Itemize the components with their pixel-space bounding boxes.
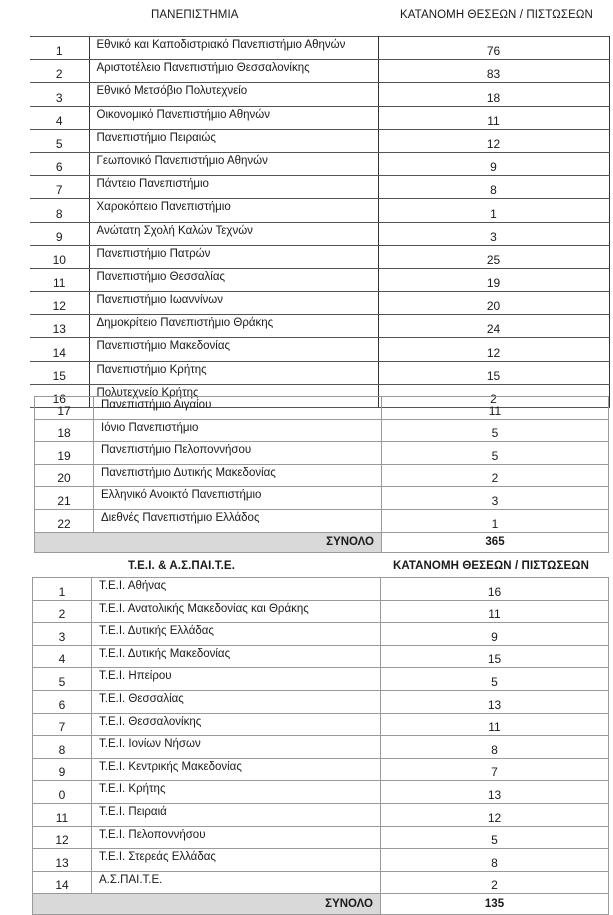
tei-total-label: ΣΥΝΟΛΟ [33, 894, 381, 915]
institution-name: Πολυτεχνείο Κρήτης [89, 384, 378, 407]
allocation-value: 2 [382, 464, 609, 487]
row-number: 7 [30, 176, 89, 199]
table-row [35, 419, 609, 442]
allocation-value: 8 [381, 849, 609, 872]
allocation-value: 11 [381, 713, 609, 736]
table-row [33, 736, 609, 759]
institution-name: Πανεπιστήμιο Δυτικής Μακεδονίας [94, 464, 382, 487]
table-row [33, 758, 609, 781]
allocation-value: 9 [381, 623, 609, 646]
institution-name: Τ.Ε.Ι. Ανατολικής Μακεδονίας και Θράκης [92, 600, 381, 623]
tei-table [32, 577, 609, 915]
institution-name: Τ.Ε.Ι. Πελοποννήσου [92, 826, 381, 849]
universities-total-value: 365 [382, 532, 609, 553]
row-number: 19 [35, 442, 94, 465]
table-row [33, 803, 609, 826]
allocation-value: 13 [381, 781, 609, 804]
row-number: 1 [33, 578, 92, 601]
allocation-value: 12 [381, 803, 609, 826]
allocation-value: 5 [382, 419, 609, 442]
institution-name: Δημοκρίτειο Πανεπιστήμιο Θράκης [89, 315, 378, 338]
institution-name: Τ.Ε.Ι. Θεσσαλονίκης [92, 713, 381, 736]
table-row [35, 397, 609, 420]
table-row [33, 623, 609, 646]
table-row [33, 713, 609, 736]
row-number: 16 [30, 384, 89, 407]
row-number: 17 [35, 397, 94, 420]
institution-name: Πανεπιστήμιο Πειραιώς [89, 129, 378, 152]
table-row [30, 222, 609, 245]
table-row [33, 781, 609, 804]
table-row [35, 487, 609, 510]
allocation-value: 3 [378, 222, 609, 245]
table-row [30, 315, 609, 338]
table-row [33, 871, 609, 894]
allocation-value: 8 [378, 176, 609, 199]
row-number: 9 [30, 222, 89, 245]
institution-name: Ιόνιο Πανεπιστήμιο [94, 419, 382, 442]
allocation-value: 13 [381, 690, 609, 713]
row-number: 7 [33, 713, 92, 736]
allocation-value: 5 [381, 826, 609, 849]
allocation-value: 20 [378, 292, 609, 315]
table-row [30, 199, 609, 222]
table-row [30, 83, 609, 106]
table-row [33, 600, 609, 623]
institution-name: Τ.Ε.Ι. Πειραιά [92, 803, 381, 826]
institution-name: Οικονομικό Πανεπιστήμιο Αθηνών [89, 106, 378, 129]
row-number: 0 [33, 781, 92, 804]
table-row [30, 37, 609, 60]
allocation-value: 83 [378, 60, 609, 83]
tei-total-row [33, 894, 609, 915]
tei-table-body [33, 578, 609, 894]
row-number: 2 [30, 60, 89, 83]
institution-name: Πάντειο Πανεπιστήμιο [89, 176, 378, 199]
row-number: 5 [33, 668, 92, 691]
universities-header-value: ΚΑΤΑΝΟΜΗ ΘΕΣΕΩΝ / ΠΙΣΤΩΣΕΩΝ [400, 9, 593, 21]
table-row [30, 268, 609, 291]
table-row [35, 509, 609, 532]
institution-name: Τ.Ε.Ι. Στερεάς Ελλάδας [92, 849, 381, 872]
allocation-value: 25 [378, 245, 609, 268]
table-row [30, 245, 609, 268]
universities-header-name: ΠΑΝΕΠΙΣΤΗΜΙΑ [151, 9, 239, 21]
table-row [30, 152, 609, 175]
row-number: 12 [30, 292, 89, 315]
row-number: 21 [35, 487, 94, 510]
universities-table-part2 [34, 396, 609, 553]
row-number: 2 [33, 600, 92, 623]
universities-table-body-2 [35, 397, 609, 533]
row-number: 18 [35, 419, 94, 442]
universities-total-label: ΣΥΝΟΛΟ [35, 532, 382, 553]
universities-total-row [35, 532, 609, 553]
table-row [30, 60, 609, 83]
allocation-value: 76 [378, 37, 609, 60]
institution-name: Τ.Ε.Ι. Θεσσαλίας [92, 690, 381, 713]
allocation-value: 5 [382, 442, 609, 465]
allocation-value: 11 [382, 397, 609, 420]
allocation-value: 5 [381, 668, 609, 691]
universities-table-body [30, 37, 609, 408]
table-row [33, 690, 609, 713]
table-row [30, 361, 609, 384]
institution-name: Διεθνές Πανεπιστήμιο Ελλάδος [94, 509, 382, 532]
institution-name: Εθνικό και Καποδιστριακό Πανεπιστήμιο Αθηνών [89, 37, 378, 60]
row-number: 4 [30, 106, 89, 129]
institution-name: Χαροκόπειο Πανεπιστήμιο [89, 199, 378, 222]
institution-name: Πανεπιστήμιο Μακεδονίας [89, 338, 378, 361]
institution-name: Τ.Ε.Ι. Ιονίων Νήσων [92, 736, 381, 759]
allocation-value: 11 [378, 106, 609, 129]
tei-header-value: ΚΑΤΑΝΟΜΗ ΘΕΣΕΩΝ / ΠΙΣΤΩΣΕΩΝ [393, 560, 589, 572]
institution-name: Πανεπιστήμιο Πελοποννήσου [94, 442, 382, 465]
institution-name: Τ.Ε.Ι. Ηπείρου [92, 668, 381, 691]
table-row [33, 645, 609, 668]
institution-name: Τ.Ε.Ι. Δυτικής Μακεδονίας [92, 645, 381, 668]
row-number: 13 [33, 849, 92, 872]
institution-name: Πανεπιστήμιο Πατρών [89, 245, 378, 268]
row-number: 20 [35, 464, 94, 487]
table-row [30, 176, 609, 199]
row-number: 15 [30, 361, 89, 384]
allocation-value: 1 [378, 199, 609, 222]
allocation-value: 8 [381, 736, 609, 759]
row-number: 1 [30, 37, 89, 60]
allocation-value: 19 [378, 268, 609, 291]
table-row [33, 578, 609, 601]
row-number: 8 [33, 736, 92, 759]
universities-table-part1 [30, 36, 610, 408]
table-row [30, 338, 609, 361]
institution-name: Ελληνικό Ανοικτό Πανεπιστήμιο [94, 487, 382, 510]
allocation-value: 24 [378, 315, 609, 338]
allocation-value: 15 [378, 361, 609, 384]
institution-name: Πανεπιστήμιο Κρήτης [89, 361, 378, 384]
table-row [33, 826, 609, 849]
institution-name: Τ.Ε.Ι. Δυτικής Ελλάδας [92, 623, 381, 646]
institution-name: Πανεπιστήμιο Ιωαννίνων [89, 292, 378, 315]
row-number: 5 [30, 129, 89, 152]
row-number: 14 [30, 338, 89, 361]
institution-name: Πανεπιστήμιο Θεσσαλίας [89, 268, 378, 291]
table-row [33, 668, 609, 691]
allocation-value: 18 [378, 83, 609, 106]
allocation-value: 11 [381, 600, 609, 623]
row-number: 6 [33, 690, 92, 713]
row-number: 6 [30, 152, 89, 175]
institution-name: Τ.Ε.Ι. Κεντρικής Μακεδονίας [92, 758, 381, 781]
allocation-value: 3 [382, 487, 609, 510]
row-number: 14 [33, 871, 92, 894]
table-row [35, 442, 609, 465]
tei-total-value: 135 [381, 894, 609, 915]
allocation-value: 15 [381, 645, 609, 668]
row-number: 8 [30, 199, 89, 222]
institution-name: Εθνικό Μετσόβιο Πολυτεχνείο [89, 83, 378, 106]
row-number: 9 [33, 758, 92, 781]
institution-name: Τ.Ε.Ι. Αθήνας [92, 578, 381, 601]
table-row [30, 129, 609, 152]
allocation-value: 16 [381, 578, 609, 601]
row-number: 4 [33, 645, 92, 668]
row-number: 10 [30, 245, 89, 268]
table-row [35, 464, 609, 487]
row-number: 11 [30, 268, 89, 291]
allocation-value: 2 [381, 871, 609, 894]
allocation-value: 7 [381, 758, 609, 781]
institution-name: Αριστοτέλειο Πανεπιστήμιο Θεσσαλονίκης [89, 60, 378, 83]
institution-name: Γεωπονικό Πανεπιστήμιο Αθηνών [89, 152, 378, 175]
table-row [33, 849, 609, 872]
allocation-value: 9 [378, 152, 609, 175]
table-row [30, 106, 609, 129]
allocation-value: 1 [382, 509, 609, 532]
allocation-value: 12 [378, 129, 609, 152]
row-number: 22 [35, 509, 94, 532]
row-number: 13 [30, 315, 89, 338]
institution-name: Τ.Ε.Ι. Κρήτης [92, 781, 381, 804]
row-number: 3 [33, 623, 92, 646]
tei-header-name: Τ.Ε.Ι. & Α.Σ.ΠΑΙ.Τ.Ε. [128, 560, 235, 572]
institution-name: Πανεπιστήμιο Αιγαίου [94, 397, 382, 420]
row-number: 3 [30, 83, 89, 106]
institution-name: Α.Σ.ΠΑΙ.Τ.Ε. [92, 871, 381, 894]
allocation-value: 12 [378, 338, 609, 361]
row-number: 11 [33, 803, 92, 826]
allocation-value: 2 [378, 384, 609, 407]
row-number: 12 [33, 826, 92, 849]
table-row [30, 292, 609, 315]
institution-name: Ανώτατη Σχολή Καλών Τεχνών [89, 222, 378, 245]
